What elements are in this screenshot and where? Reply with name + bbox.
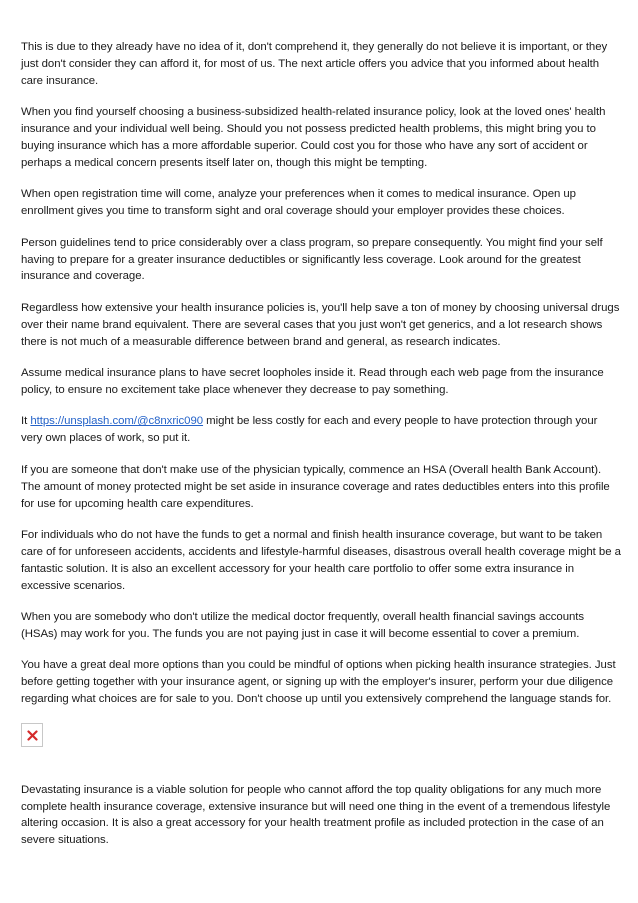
paragraph: This is due to they already have no idea of it, don't comprehend it, they generally do not believe it is important, or they just don't consider they can afford it, for most of us. The next article offers you advice that you informed about health care insurance. — [21, 41, 608, 87]
broken-image-icon — [21, 723, 43, 747]
paragraph: When open registration time will come, analyze your preferences when it comes to medical insurance. Open up enrollment gives you time to transform sight and oral coverage should your employer provides these choices. — [21, 188, 576, 218]
paragraph: When you find yourself choosing a business-subsidized health-related insurance policy, look at the loved ones' health insurance and your individual well being. Should you not possess predicted health problems, this might bring you to buying insurance which has a more affordable superior. Could cost you for those who have any sort of accident or perhaps a medical concern presents itself later on, though this might be tempting. — [21, 106, 606, 169]
link-paragraph-after: might be less costly for each and every people to have protection through your very own places of work, so put it. — [21, 415, 598, 445]
paragraph: For individuals who do not have the funds to get a normal and finish health insurance coverage, but want to be taken care of for unforeseen accidents, accidents and lifestyle-harmful diseases, disastrous overall health coverage might be a fantastic solution. It is also an excellent accessory for your health care portfolio to offer some extra insurance in excessive scenarios. — [21, 528, 621, 592]
red-x-icon — [27, 730, 38, 741]
paragraph: Assume medical insurance plans to have secret loopholes inside it. Read through each web page from the insurance policy, to ensure no excitement take place whenever they decrease to pay something. — [21, 367, 604, 396]
link-paragraph — [21, 413, 621, 447]
paragraph: Person guidelines tend to price considerably over a class program, so prepare consequently. You might find your self having to prepare for a greater insurance deductibles or significantly less coverage. Look around for the greatest insurance and coverage. — [21, 236, 603, 283]
paragraph: Regardless how extensive your health insurance policies is, you'll help save a ton of money by choosing universal drugs over their name brand equivalent. There are several cases that you just won't get generics, and a lot research shows there is not much of a measurable difference between brand and general, as research indicates. — [21, 301, 620, 348]
document-page — [21, 39, 621, 864]
unsplash-link[interactable]: https://unsplash.com/@c8nxric090 — [30, 415, 204, 428]
paragraph: Devastating insurance is a viable solution for people who cannot afford the top quality obligations for any much more complete health insurance coverage, extensive insurance but will need one thing in the event of a tremendous lifestyle altering occasion. It is also a great accessory for your health treatment profile as included protection in the case of an severe situations. — [21, 783, 611, 847]
paragraph: If you are someone that don't make use of the physician typically, commence an HSA (Overall health Bank Account). The amount of money protected might be set aside in insurance coverage and rates deductibles enters into this profile for use for upcoming health care expenditures. — [21, 463, 610, 510]
paragraph: You have a great deal more options than you could be mindful of options when picking health insurance strategies. Just before getting together with your insurance agent, or signing up with the employer's insurer, perform your due diligence regarding what choices are for sale to you. Don't choose up until you extensively comprehend the language stands for. — [21, 659, 616, 706]
paragraph: When you are somebody who don't utilize the medical doctor frequently, overall health financial savings accounts (HSAs) may work for you. The funds you are not paying just in case it will become essential to cover a premium. — [21, 611, 585, 640]
link-paragraph-before: It — [21, 415, 31, 428]
